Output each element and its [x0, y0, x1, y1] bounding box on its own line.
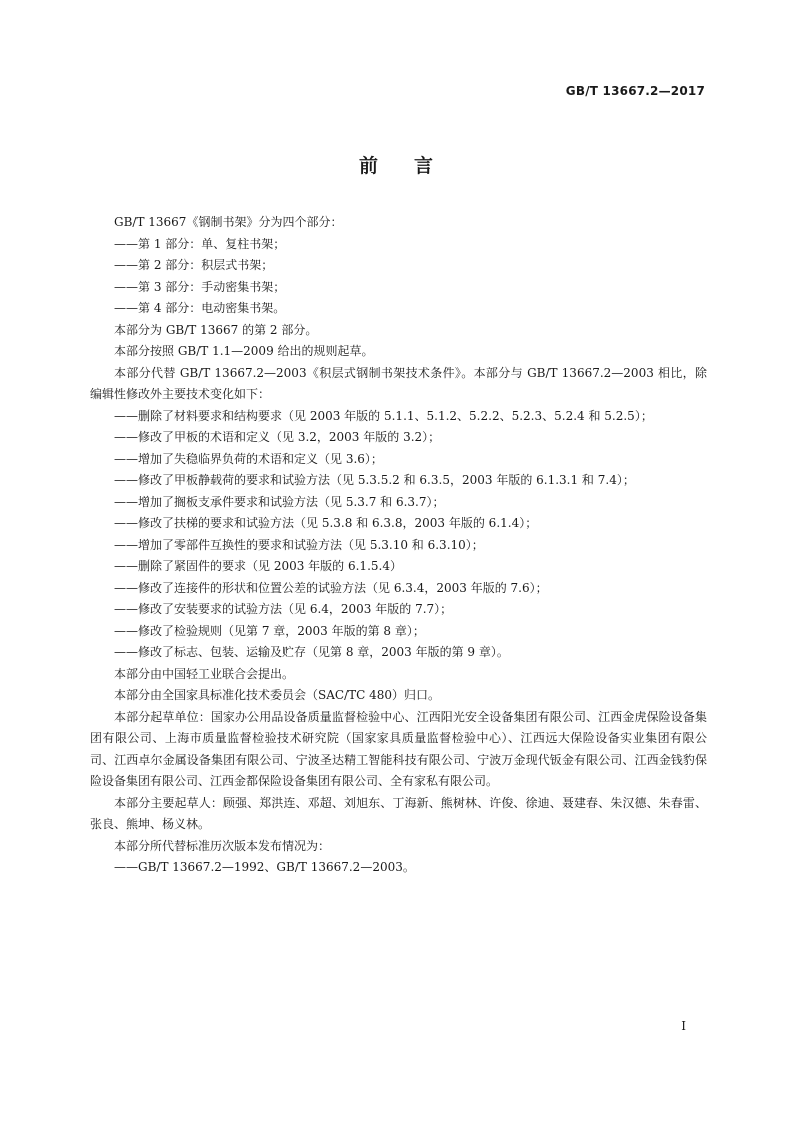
paragraph: 本部分所代替标准历次版本发布情况为：: [114, 838, 331, 853]
list-item: ——GB/T 13667.2—1992、GB/T 13667.2—2003。: [114, 860, 415, 874]
list-item: ——增加了失稳临界负荷的术语和定义（见 3.6）；: [114, 451, 383, 466]
paragraph: 本部分为 GB/T 13667 的第 2 部分。: [114, 322, 318, 337]
list-item: ——修改了连接件的形状和位置公差的试验方法（见 6.3.4，2003 年版的 7.6）；: [114, 580, 548, 595]
list-item: ——第 2 部分：积层式书架；: [114, 258, 274, 272]
list-item: ——删除了紧固件的要求（见 2003 年版的 6.1.5.4）: [114, 559, 402, 573]
document-body: [90, 212, 707, 879]
list-item: ——修改了甲板的术语和定义（见 3.2，2003 年版的 3.2）；: [114, 430, 441, 444]
paragraph: 本部分按照 GB/T 1.1—2009 给出的规则起草。: [114, 344, 374, 358]
paragraph: GB/T 13667《钢制书架》分为四个部分：: [114, 215, 343, 229]
list-item: ——第 1 部分：单、复柱书架；: [114, 236, 286, 251]
list-item: ——第 4 部分：电动密集书架。: [114, 301, 286, 315]
paragraph: 本部分主要起草人：顾强、郑洪连、邓超、刘旭东、丁海新、熊树林、许俊、徐迪、聂建春、朱汉德、朱春雷、张良、熊坤、杨义林。: [90, 795, 707, 831]
list-item: ——第 3 部分：手动密集书架；: [114, 279, 286, 294]
title-char-1: 前: [358, 155, 380, 177]
page-title: [0, 151, 794, 178]
standard-code: GB/T 13667.2—2017: [565, 84, 705, 98]
paragraph: 本部分代替 GB/T 13667.2—2003《积层式钢制书架技术条件》。本部分与 GB/T 13667.2—2003 相比，除编辑性修改外主要技术变化如下：: [90, 365, 707, 401]
list-item: ——修改了检验规则（见第 7 章，2003 年版的第 8 章）；: [114, 623, 425, 638]
list-item: ——修改了甲板静载荷的要求和试验方法（见 5.3.5.2 和 6.3.5，2003 年版的 6.1.3.1 和 7.4）；: [114, 473, 635, 487]
list-item: ——修改了安装要求的试验方法（见 6.4，2003 年版的 7.7）；: [114, 602, 453, 616]
paragraph: 本部分由中国轻工业联合会提出。: [114, 666, 295, 681]
paragraph: 本部分由全国家具标准化技术委员会（SAC/TC 480）归口。: [114, 688, 441, 702]
list-item: ——删除了材料要求和结构要求（见 2003 年版的 5.1.1、5.1.2、5.2.2、5.2.3、5.2.4 和 5.2.5）；: [114, 408, 653, 423]
page-number: I: [681, 1019, 686, 1033]
paragraph: 本部分起草单位：国家办公用品设备质量监督检验中心、江西阳光安全设备集团有限公司、江西金虎保险设备集团有限公司、上海市质量监督检验技术研究院（国家家具质量监督检验中心）、江西远大保险设备实业集团有限公司、江西卓尔金属设备集团有限公司、宁波圣达精工智能科技有限公司、宁波万金现代钣金有限公司、江西金钱豹保险设备集团有限公司、江西金都保险设备集团有限公司、全有家私有限公司。: [90, 709, 707, 788]
title-char-2: 言: [414, 155, 436, 177]
list-item: ——增加了搁板支承件要求和试验方法（见 5.3.7 和 6.3.7）；: [114, 494, 445, 509]
list-item: ——修改了标志、包装、运输及贮存（见第 8 章，2003 年版的第 9 章）。: [114, 645, 509, 659]
list-item: ——修改了扶梯的要求和试验方法（见 5.3.8 和 6.3.8，2003 年版的 6.1.4）；: [114, 516, 538, 530]
list-item: ——增加了零部件互换性的要求和试验方法（见 5.3.10 和 6.3.10）；: [114, 537, 484, 552]
